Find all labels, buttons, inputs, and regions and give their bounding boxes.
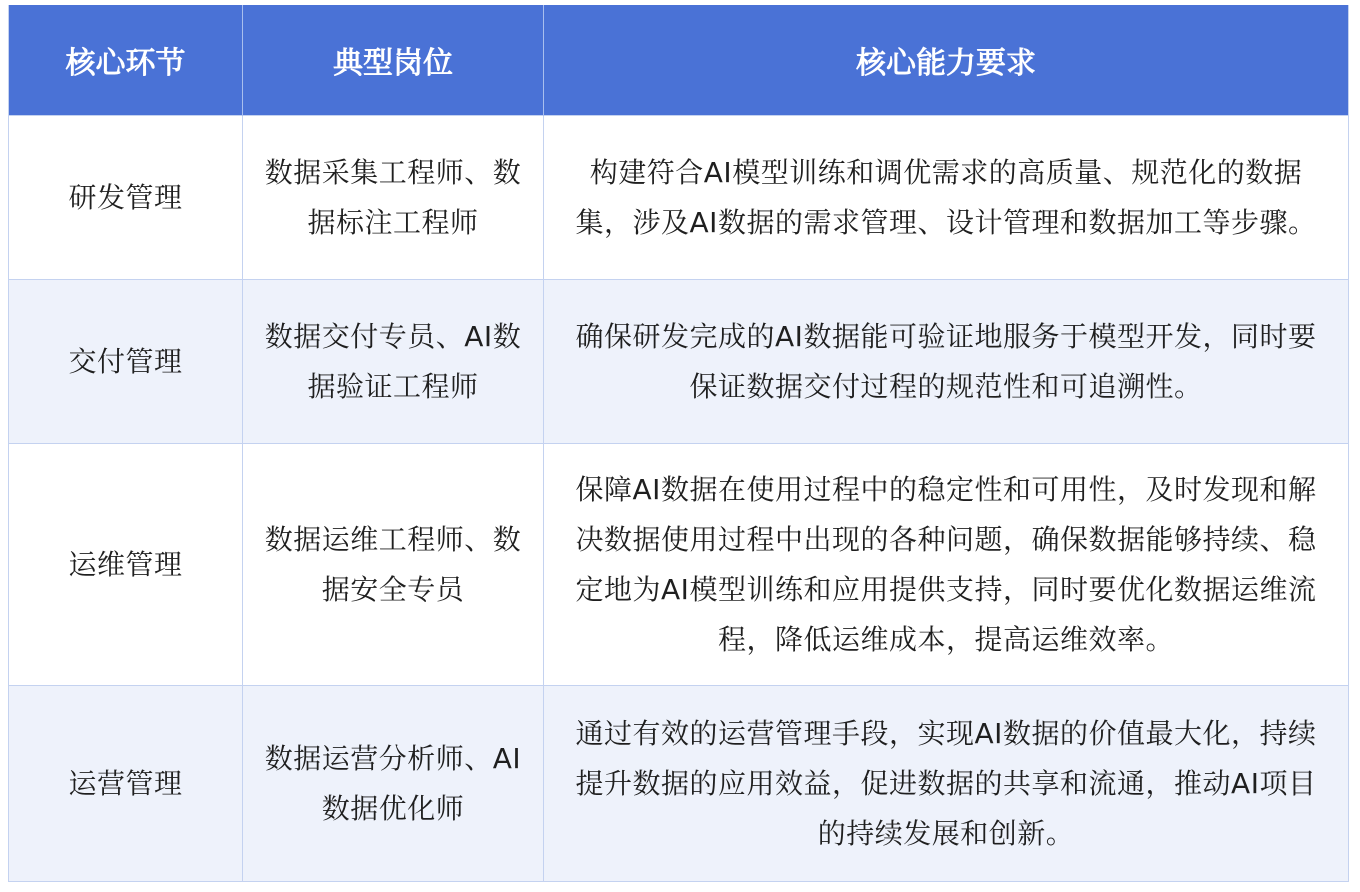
stage-cell: 运营管理 [9, 686, 243, 882]
requirements-cell: 构建符合AI模型训练和调优需求的高质量、规范化的数据集，涉及AI数据的需求管理、设计管理和数据加工等步骤。 [544, 116, 1349, 280]
stage-cell: 交付管理 [9, 280, 243, 444]
stage-cell: 研发管理 [9, 116, 243, 280]
requirements-cell: 确保研发完成的AI数据能可验证地服务于模型开发，同时要保证数据交付过程的规范性和可追溯性。 [544, 280, 1349, 444]
table-row [9, 686, 1349, 882]
positions-cell: 数据运营分析师、AI数据优化师 [243, 686, 544, 882]
header-requirements: 核心能力要求 [544, 5, 1349, 116]
stage-cell: 运维管理 [9, 444, 243, 686]
header-stage: 核心环节 [9, 5, 243, 116]
requirements-cell: 通过有效的运营管理手段，实现AI数据的价值最大化，持续提升数据的应用效益，促进数据的共享和流通，推动AI项目的持续发展和创新。 [544, 686, 1349, 882]
header-positions: 典型岗位 [243, 5, 544, 116]
role-requirements-table [8, 5, 1349, 882]
table-row [9, 280, 1349, 444]
header-row [9, 5, 1349, 116]
table-header [9, 5, 1349, 116]
positions-cell: 数据运维工程师、数据安全专员 [243, 444, 544, 686]
positions-cell: 数据采集工程师、数据标注工程师 [243, 116, 544, 280]
table-row [9, 116, 1349, 280]
table-row [9, 444, 1349, 686]
requirements-cell: 保障AI数据在使用过程中的稳定性和可用性，及时发现和解决数据使用过程中出现的各种问题，确保数据能够持续、稳定地为AI模型训练和应用提供支持，同时要优化数据运维流程，降低运维成本，提高运维效率。 [544, 444, 1349, 686]
role-requirements-table-container [8, 5, 1348, 883]
positions-cell: 数据交付专员、AI数据验证工程师 [243, 280, 544, 444]
table-body [9, 116, 1349, 882]
